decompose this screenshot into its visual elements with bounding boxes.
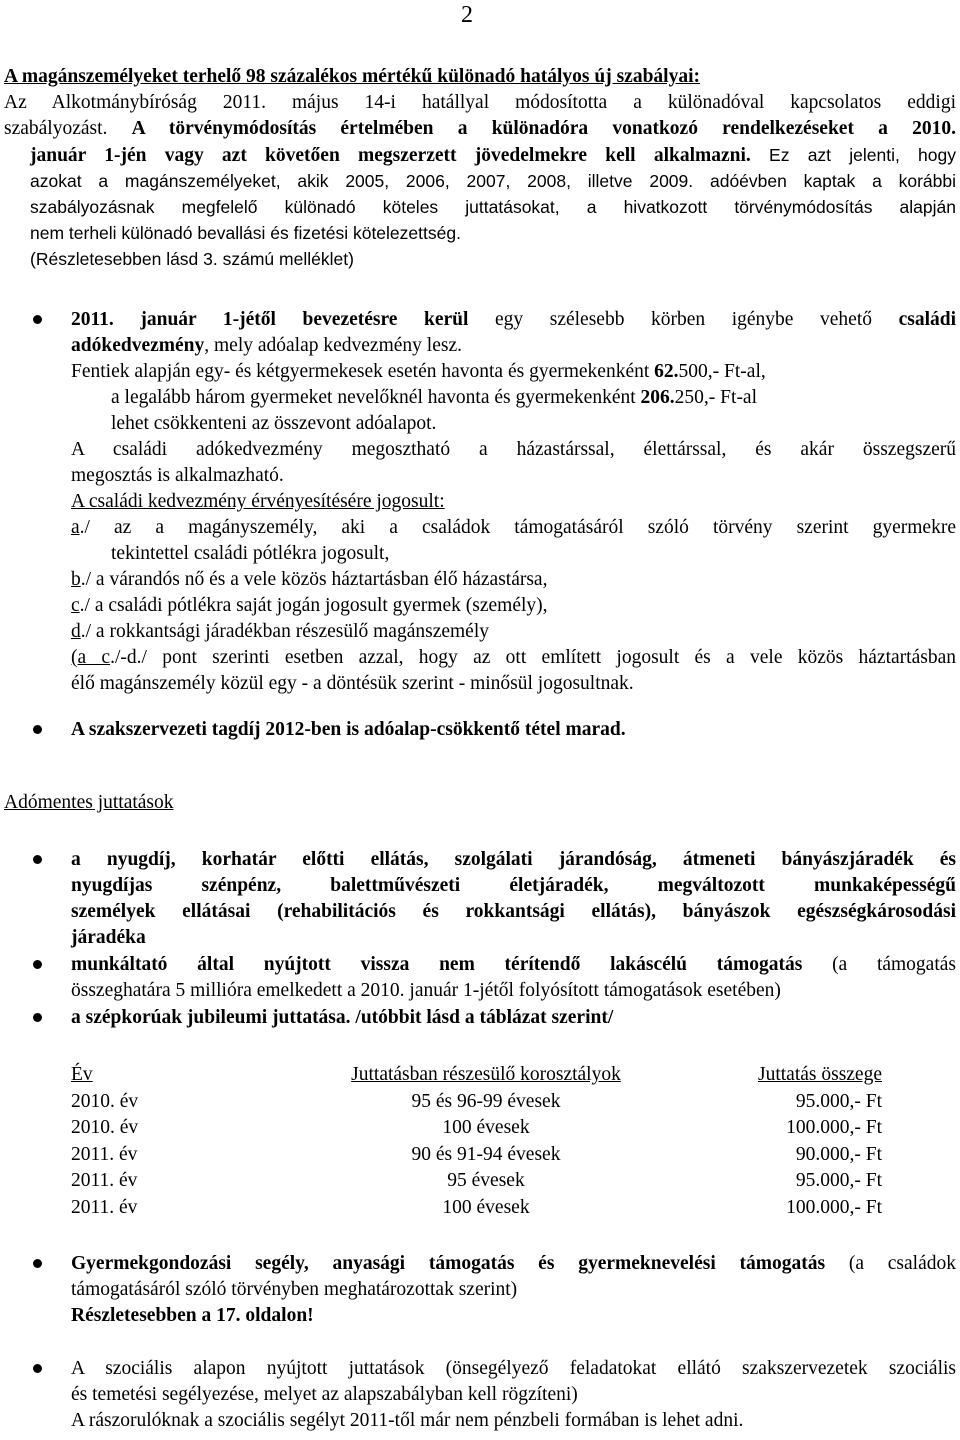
list-item: d./ a rokkantsági járadékban részesülő magánszemély xyxy=(71,621,490,642)
list-item: tekintettel családi pótlékra jogosult, xyxy=(111,543,390,564)
table-cell: 95 évesek xyxy=(447,1170,525,1192)
table-cell: 100.000,- Ft xyxy=(786,1117,882,1139)
list-item: (a c./-d./ pont szerinti esetben azzal, hogy az ott említett jogosult és a vele közös háztartásban xyxy=(71,647,956,668)
table-cell: 100.000,- Ft xyxy=(786,1196,882,1218)
paragraph-line: nem terheli különadó bevallási és fizetési kötelezettség. xyxy=(30,223,461,243)
table-header: Juttatásban részesülő korosztályok xyxy=(351,1064,621,1086)
bullet-line: A rászorulóknak a szociális segélyt 2011-től már nem pénzbeli formában is lehet adni. xyxy=(71,1410,744,1431)
page-number: 2 xyxy=(461,2,473,28)
bullet-icon xyxy=(33,1259,42,1268)
paragraph-line: azokat a magánszemélyeket, akik 2005, 2006, 2007, 2008, illetve 2009. adóévben kaptak a korábbi xyxy=(30,171,957,191)
bullet-icon xyxy=(33,1364,42,1373)
list-item: élő magánszemély közül egy - a döntésük szerint - minősül jogosultnak. xyxy=(71,673,634,694)
bullet-line: lehet csökkenteni az összevont adóalapot. xyxy=(111,413,437,434)
table-row xyxy=(71,1089,882,1116)
bullet-line: Gyermekgondozási segély, anyasági támogatás és gyermeknevelési támogatás (a családok xyxy=(71,1253,956,1274)
table-cell: 2011. év xyxy=(71,1143,138,1165)
table-header: Év xyxy=(71,1064,93,1086)
bullet-line: munkáltató által nyújtott vissza nem térítendő lakáscélú támogatás (a támogatás xyxy=(71,954,956,975)
table-row xyxy=(71,1115,882,1142)
list-item: c./ a családi pótlékra saját jogán jogosult gyermek (személy), xyxy=(71,595,548,616)
bullet-line: adókedvezmény, mely adóalap kedvezmény lesz. xyxy=(71,335,462,356)
table-row xyxy=(71,1142,882,1169)
table-cell: 2011. év xyxy=(71,1170,138,1192)
bullet-line: személyek ellátásai (rehabilitációs és rokkantsági ellátás), bányászok egészségkárosodási xyxy=(71,901,956,922)
section-heading: A magánszemélyeket terhelő 98 százalékos mértékű különadó hatályos új szabályai: xyxy=(4,66,701,87)
table-cell: 90 és 91-94 évesek xyxy=(411,1143,561,1165)
bullet-icon xyxy=(33,960,42,969)
bullet-icon xyxy=(33,1013,42,1022)
subheading: A családi kedvezmény érvényesítésére jogosult: xyxy=(71,491,445,512)
list-item: b./ a várandós nő és a vele közös háztartásban élő házastársa, xyxy=(71,569,548,590)
bullet-line: támogatásáról szóló törvényben meghatározottak szerint) xyxy=(71,1279,518,1300)
table-cell: 95 és 96-99 évesek xyxy=(411,1090,561,1112)
bullet-line: a nyugdíj, korhatár előtti ellátás, szolgálati járandóság, átmeneti bányászjáradék és xyxy=(71,849,956,870)
paragraph-line: január 1-jén vagy azt követően megszerzett jövedelmekre kell alkalmazni. Ez azt jelenti, hogy xyxy=(30,145,957,166)
benefit-table xyxy=(71,1062,882,1221)
table-cell: 2010. év xyxy=(71,1117,139,1139)
table-cell: 100 évesek xyxy=(442,1196,530,1218)
table-row xyxy=(71,1168,882,1195)
bullet-line: a szépkorúak jubileumi juttatása. /utóbbit lásd a táblázat szerint/ xyxy=(71,1007,614,1028)
paragraph-line: Az Alkotmánybíróság 2011. május 14-i hatállyal módosította a különadóval kapcsolatos eddigi xyxy=(4,92,956,113)
bullet-icon xyxy=(33,315,42,324)
bullet-line: A szociális alapon nyújtott juttatások (önsegélyező feladatokat ellátó szakszervezetek szociális xyxy=(71,1358,956,1379)
table-cell: 2011. év xyxy=(71,1196,138,1218)
bullet-icon xyxy=(33,855,42,864)
table-cell: 100 évesek xyxy=(442,1117,530,1139)
section-title: Adómentes juttatások xyxy=(4,792,174,813)
bullet-line: és temetési segélyezése, melyet az alapszabályban kell rögzíteni) xyxy=(71,1384,578,1405)
bullet-line: járadéka xyxy=(71,927,146,948)
bullet-line: Fentiek alapján egy- és kétgyermekesek esetén havonta és gyermekenként 62.500,- Ft-al, xyxy=(71,361,766,382)
bullet-line: 2011. január 1-jétől bevezetésre kerül egy szélesebb körben igénybe vehető családi xyxy=(71,309,957,330)
bullet-line: Részletesebben a 17. oldalon! xyxy=(71,1305,314,1326)
bullet-line: összeghatára 5 millióra emelkedett a 2010. január 1-jétől folyósított támogatások esetében) xyxy=(71,980,781,1001)
bullet-line: nyugdíjas szénpénz, balettművészeti életjáradék, megváltozott munkaképességű xyxy=(71,875,956,896)
paragraph-line: szabályozást. A törvénymódosítás értelmében a különadóra vonatkozó rendelkezéseket a 2010. xyxy=(4,118,956,139)
list-item: a./ az a magányszemély, aki a családok támogatásáról szóló törvény szerint gyermekre xyxy=(71,517,956,538)
table-header-row xyxy=(71,1062,882,1089)
table-row xyxy=(71,1195,882,1222)
paragraph-line: (Részletesebben lásd 3. számú melléklet) xyxy=(30,249,354,269)
paragraph-line: szabályozásnak megfelelő különadó köteles juttatásokat, a hivatkozott törvénymódosítás alapján xyxy=(30,197,956,217)
table-header: Juttatás összege xyxy=(757,1064,882,1086)
bullet-line: a legalább három gyermeket nevelőknél havonta és gyermekenként 206.250,- Ft-al xyxy=(111,387,758,408)
table-cell: 2010. év xyxy=(71,1090,139,1112)
bullet-line: A szakszervezeti tagdíj 2012-ben is adóalap-csökkentő tétel marad. xyxy=(71,719,626,740)
table-cell: 95.000,- Ft xyxy=(795,1090,882,1112)
bullet-line: megosztás is alkalmazható. xyxy=(71,465,284,486)
bullet-icon xyxy=(33,725,42,734)
bullet-line: A családi adókedvezmény megosztható a házastárssal, élettárssal, és akár összegszerű xyxy=(71,439,956,460)
table-cell: 90.000,- Ft xyxy=(795,1143,882,1165)
table-cell: 95.000,- Ft xyxy=(795,1170,882,1192)
